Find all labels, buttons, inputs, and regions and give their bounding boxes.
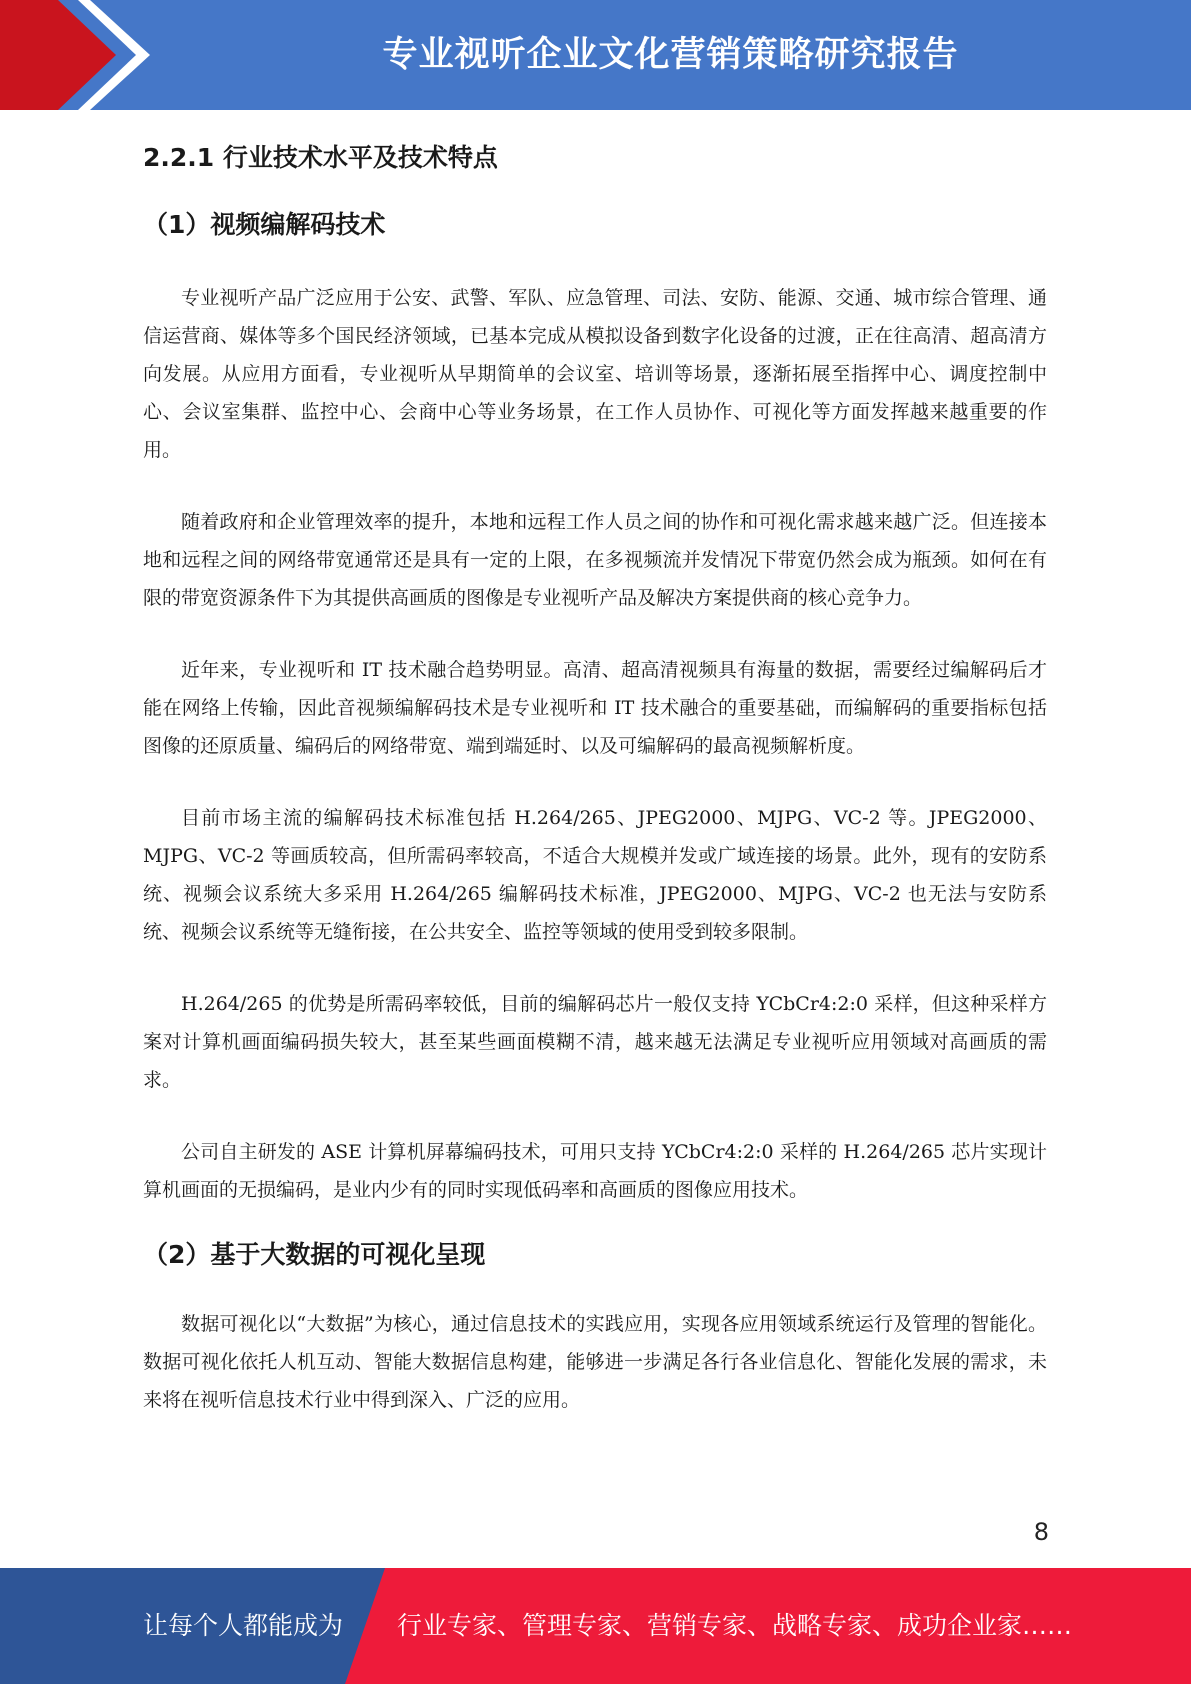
paragraph: H.264/265 的优势是所需码率较低，目前的编解码芯片一般仅支持 YCbCr4:2:0 采样，但这种采样方案对计算机画面编码损失较大，甚至某些画面模糊不清，越来越无法满足专业视听应用领域对高画质的需求。: [143, 993, 1047, 1091]
paragraph: 公司自主研发的 ASE 计算机屏幕编码技术，可用只支持 YCbCr4:2:0 采样的 H.264/265 芯片实现计算机画面的无损编码，是业内少有的同时实现低码率和高画质的图像应用技术。: [143, 1141, 1047, 1201]
section-heading: 2.2.1 行业技术水平及技术特点: [143, 143, 498, 172]
paragraph: 数据可视化以“大数据”为核心，通过信息技术的实践应用，实现各应用领域系统运行及管理的智能化。数据可视化依托人机互动、智能大数据信息构建，能够进一步满足各行各业信息化、智能化发展的需求，未来将在视听信息技术行业中得到深入、广泛的应用。: [143, 1313, 1047, 1411]
paragraph: 专业视听产品广泛应用于公安、武警、军队、应急管理、司法、安防、能源、交通、城市综合管理、通信运营商、媒体等多个国民经济领域，已基本完成从模拟设备到数字化设备的过渡，正在往高清、超高清方向发展。从应用方面看，专业视听从早期简单的会议室、培训等场景，逐渐拓展至指挥中心、调度控制中心、会议室集群、监控中心、会商中心等业务场景，在工作人员协作、可视化等方面发挥越来越重要的作用。: [143, 287, 1047, 461]
header-banner: [0, 0, 1191, 110]
main-content: [143, 125, 1047, 1419]
report-title: 专业视听企业文化营销策略研究报告: [382, 35, 959, 75]
page-number: 8: [1033, 1518, 1049, 1546]
footer-slogan-right: 行业专家、管理专家、营销专家、战略专家、成功企业家……: [397, 1611, 1073, 1640]
footer-banner: [0, 1568, 1191, 1684]
footer-slogan-left: 让每个人都能成为: [143, 1611, 344, 1640]
paragraph: 目前市场主流的编解码技术标准包括 H.264/265、JPEG2000、MJPG、VC-2 等。JPEG2000、MJPG、VC-2 等画质较高，但所需码率较高，不适合大规模并发或广域连接的场景。此外，现有的安防系统、视频会议系统大多采用 H.264/265 编解码技术标准，JPEG2000、MJPG、VC-2 也无法与安防系统、视频会议系统等无缝衔接，在公共安全、监控等领域的使用受到较多限制。: [143, 807, 1047, 943]
paragraph: 近年来，专业视听和 IT 技术融合趋势明显。高清、超高清视频具有海量的数据，需要经过编解码后才能在网络上传输，因此音视频编解码技术是专业视听和 IT 技术融合的重要基础，而编解码的重要指标包括图像的还原质量、编码后的网络带宽、端到端延时、以及可编解码的最高视频解析度。: [143, 659, 1047, 757]
paragraph: 随着政府和企业管理效率的提升，本地和远程工作人员之间的协作和可视化需求越来越广泛。但连接本地和远程之间的网络带宽通常还是具有一定的上限，在多视频流并发情况下带宽仍然会成为瓶颈。如何在有限的带宽资源条件下为其提供高画质的图像是专业视听产品及解决方案提供商的核心竞争力。: [143, 511, 1047, 609]
subsection-heading-2: （2）基于大数据的可视化呈现: [143, 1240, 486, 1269]
subsection-heading-1: （1）视频编解码技术: [143, 210, 386, 239]
